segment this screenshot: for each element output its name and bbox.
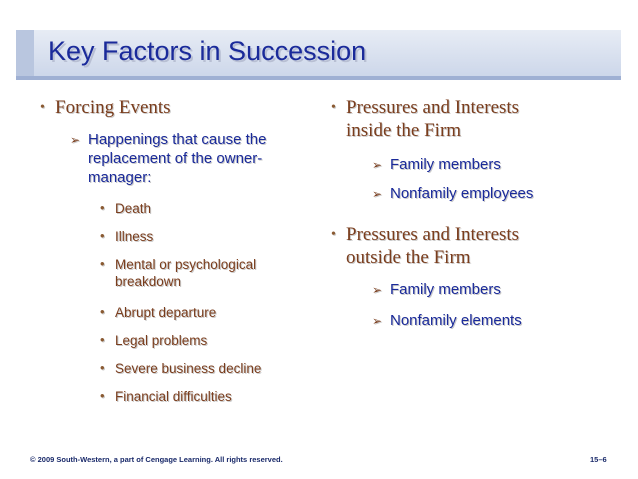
list-item — [100, 228, 154, 245]
list-item — [100, 388, 232, 405]
sub-bullet — [372, 311, 522, 330]
bullet-dot-icon: • — [100, 256, 105, 271]
bullet-dot-icon: • — [100, 228, 105, 243]
list-item-text: Illness — [115, 229, 154, 244]
bullet-text: Pressures and Interests — [346, 224, 520, 245]
list-item-text: Death — [115, 201, 152, 216]
list-item — [100, 360, 262, 377]
arrow-bullet-icon: ➢ — [372, 283, 383, 297]
sub-bullet-text: Family members — [390, 281, 501, 298]
title-accent-block — [16, 30, 34, 76]
list-item — [100, 332, 208, 349]
list-item-text: Severe business decline — [115, 361, 262, 376]
arrow-bullet-icon: ➢ — [372, 187, 383, 201]
list-item-text: Financial difficulties — [115, 389, 232, 404]
bullet-text: Pressures and Interests — [346, 97, 520, 118]
arrow-bullet-icon: ➢ — [70, 133, 81, 147]
bullet-forcing-events — [40, 96, 171, 119]
copyright-footer: © 2009 South-Western, a part of Cengage Learning. All rights reserved. — [30, 455, 283, 464]
bullet-dot-icon: • — [100, 304, 105, 319]
sub-bullet — [372, 184, 534, 203]
list-item-text: Legal problems — [115, 333, 208, 348]
sub-bullet-text: Nonfamily elements — [390, 312, 522, 329]
sub-bullet-text: Nonfamily employees — [390, 185, 534, 202]
bullet-outside-firm — [331, 223, 520, 269]
bullet-text: inside the Firm — [346, 120, 462, 141]
arrow-bullet-icon: ➢ — [372, 314, 383, 328]
list-item-text: breakdown — [115, 274, 182, 289]
bullet-dot-icon: • — [331, 227, 336, 242]
sub-bullet — [372, 280, 501, 299]
bullet-dot-icon: • — [100, 200, 105, 215]
bullet-dot-icon: • — [100, 332, 105, 347]
list-item — [100, 304, 217, 321]
sub-bullet-happenings — [70, 130, 267, 187]
bullet-dot-icon: • — [40, 100, 45, 115]
bullet-text: outside the Firm — [346, 247, 471, 268]
bullet-dot-icon: • — [331, 100, 336, 115]
page-number: 15–6 — [590, 455, 607, 464]
title-underline — [16, 76, 621, 80]
arrow-bullet-icon: ➢ — [372, 158, 383, 172]
bullet-inside-firm — [331, 96, 520, 142]
bullet-text: Forcing Events — [55, 97, 171, 118]
list-item-text: Mental or psychological — [115, 257, 257, 272]
list-item — [100, 200, 152, 217]
bullet-dot-icon: • — [100, 360, 105, 375]
sub-bullet-line: replacement of the owner- — [88, 150, 263, 167]
list-item-text: Abrupt departure — [115, 305, 217, 320]
sub-bullet-line: manager: — [88, 169, 152, 186]
list-item — [100, 256, 257, 290]
bullet-dot-icon: • — [100, 388, 105, 403]
sub-bullet — [372, 155, 501, 174]
sub-bullet-line: Happenings that cause the — [88, 131, 267, 148]
sub-bullet-text: Family members — [390, 156, 501, 173]
slide-title: Key Factors in Succession — [48, 36, 367, 66]
